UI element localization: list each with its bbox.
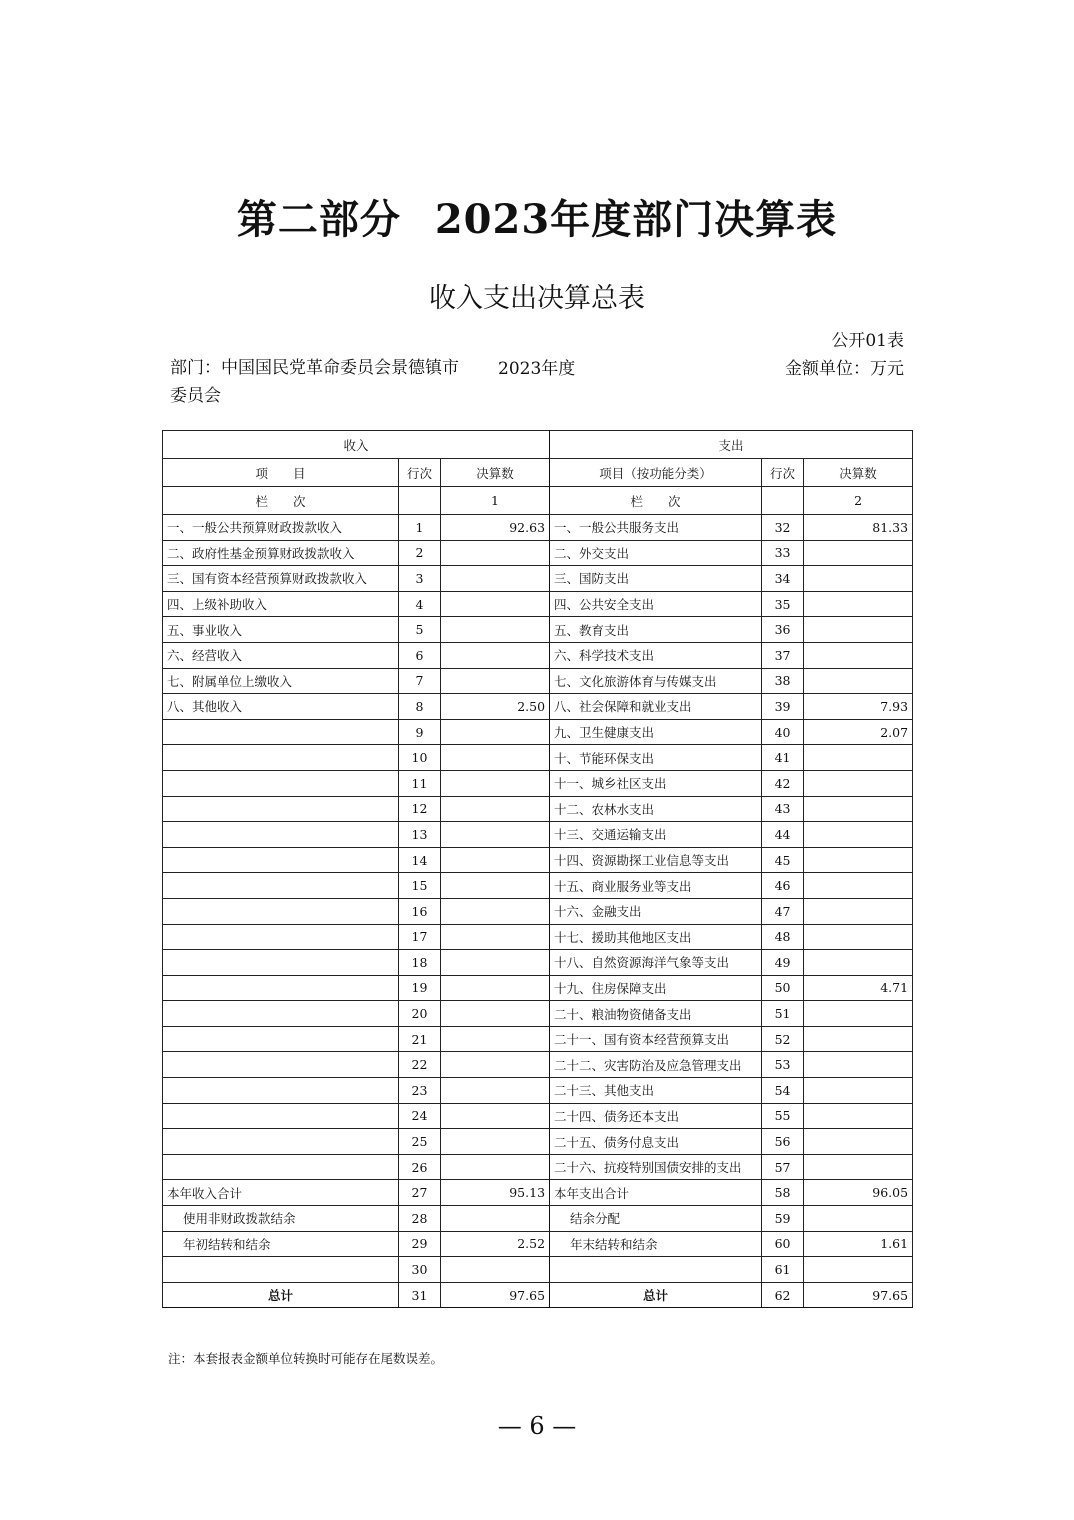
income-row-number: 18 xyxy=(399,950,441,976)
income-item: 七、附属单位上缴收入 xyxy=(163,668,399,694)
income-row-number: 26 xyxy=(399,1154,441,1180)
expense-column-index: 2 xyxy=(804,487,913,515)
expense-row-number: 58 xyxy=(762,1180,804,1206)
table-row xyxy=(163,873,913,899)
expense-amount-header: 决算数 xyxy=(804,459,913,487)
table-row xyxy=(163,1078,913,1104)
expense-row-number: 40 xyxy=(762,719,804,745)
income-column-blank xyxy=(399,487,441,515)
expense-item: 十一、城乡社区支出 xyxy=(550,770,762,796)
expense-amount xyxy=(804,1257,913,1283)
income-row-number: 7 xyxy=(399,668,441,694)
income-row-number: 5 xyxy=(399,617,441,643)
expense-amount xyxy=(804,1026,913,1052)
income-row-number: 17 xyxy=(399,924,441,950)
income-amount xyxy=(441,745,550,771)
income-amount xyxy=(441,975,550,1001)
table-row xyxy=(163,1206,913,1232)
income-amount xyxy=(441,770,550,796)
expense-header: 支出 xyxy=(550,431,913,459)
expense-amount xyxy=(804,898,913,924)
expense-amount xyxy=(804,1103,913,1129)
income-item: 使用非财政拨款结余 xyxy=(163,1206,399,1232)
expense-item: 八、社会保障和就业支出 xyxy=(550,694,762,720)
expense-row-number: 45 xyxy=(762,847,804,873)
total-row xyxy=(163,1282,913,1308)
income-item xyxy=(163,1001,399,1027)
expense-rowno-header: 行次 xyxy=(762,459,804,487)
table-row xyxy=(163,566,913,592)
expense-amount xyxy=(804,770,913,796)
expense-item: 十、节能环保支出 xyxy=(550,745,762,771)
expense-item: 六、科学技术支出 xyxy=(550,642,762,668)
income-row-number: 21 xyxy=(399,1026,441,1052)
income-amount xyxy=(441,1129,550,1155)
income-item: 本年收入合计 xyxy=(163,1180,399,1206)
table-row xyxy=(163,1257,913,1283)
income-row-number: 14 xyxy=(399,847,441,873)
table-row xyxy=(163,694,913,720)
income-amount xyxy=(441,1001,550,1027)
income-amount: 2.52 xyxy=(441,1231,550,1257)
income-row-number: 20 xyxy=(399,1001,441,1027)
expense-row-number: 38 xyxy=(762,668,804,694)
income-item xyxy=(163,975,399,1001)
expense-amount: 7.93 xyxy=(804,694,913,720)
income-item xyxy=(163,719,399,745)
expense-amount xyxy=(804,1052,913,1078)
income-row-number: 16 xyxy=(399,898,441,924)
income-row-number: 30 xyxy=(399,1257,441,1283)
income-row-number: 22 xyxy=(399,1052,441,1078)
expense-item: 三、国防支出 xyxy=(550,566,762,592)
expense-amount xyxy=(804,950,913,976)
income-amount-header: 决算数 xyxy=(441,459,550,487)
table-row xyxy=(163,745,913,771)
expense-item: 二十三、其他支出 xyxy=(550,1078,762,1104)
income-item: 二、政府性基金预算财政拨款收入 xyxy=(163,540,399,566)
table-row xyxy=(163,1103,913,1129)
income-item xyxy=(163,1026,399,1052)
income-row-number: 29 xyxy=(399,1231,441,1257)
income-row-number: 11 xyxy=(399,770,441,796)
expense-amount xyxy=(804,847,913,873)
expense-row-number: 52 xyxy=(762,1026,804,1052)
income-amount: 2.50 xyxy=(441,694,550,720)
table-row xyxy=(163,847,913,873)
expense-item: 结余分配 xyxy=(550,1206,762,1232)
expense-row-number: 34 xyxy=(762,566,804,592)
income-amount xyxy=(441,1026,550,1052)
expense-item: 十七、援助其他地区支出 xyxy=(550,924,762,950)
table-row xyxy=(163,1026,913,1052)
expense-item: 十八、自然资源海洋气象等支出 xyxy=(550,950,762,976)
income-row-number: 2 xyxy=(399,540,441,566)
income-amount xyxy=(441,566,550,592)
income-amount xyxy=(441,898,550,924)
income-item xyxy=(163,898,399,924)
expense-amount: 96.05 xyxy=(804,1180,913,1206)
income-item: 六、经营收入 xyxy=(163,642,399,668)
expense-item: 一、一般公共服务支出 xyxy=(550,515,762,541)
expense-amount: 81.33 xyxy=(804,515,913,541)
income-amount xyxy=(441,1154,550,1180)
income-amount xyxy=(441,1206,550,1232)
income-item: 总计 xyxy=(163,1282,399,1308)
expense-item: 二、外交支出 xyxy=(550,540,762,566)
income-amount xyxy=(441,873,550,899)
header-row-columns xyxy=(163,459,913,487)
income-amount xyxy=(441,847,550,873)
income-row-number: 28 xyxy=(399,1206,441,1232)
income-row-number: 4 xyxy=(399,591,441,617)
amount-unit: 金额单位：万元 xyxy=(785,359,904,379)
expense-item: 四、公共安全支出 xyxy=(550,591,762,617)
expense-amount xyxy=(804,642,913,668)
expense-amount xyxy=(804,924,913,950)
income-item xyxy=(163,796,399,822)
income-column-label: 栏 次 xyxy=(163,487,399,515)
header-row-sections xyxy=(163,431,913,459)
expense-item: 十二、农林水支出 xyxy=(550,796,762,822)
footnote: 注：本套报表金额单位转换时可能存在尾数误差。 xyxy=(168,1351,444,1366)
income-item xyxy=(163,822,399,848)
expense-row-number: 33 xyxy=(762,540,804,566)
income-amount xyxy=(441,668,550,694)
expense-amount xyxy=(804,668,913,694)
expense-amount: 2.07 xyxy=(804,719,913,745)
income-item xyxy=(163,745,399,771)
income-item xyxy=(163,1103,399,1129)
income-amount xyxy=(441,822,550,848)
expense-amount: 4.71 xyxy=(804,975,913,1001)
income-amount xyxy=(441,591,550,617)
expense-row-number: 36 xyxy=(762,617,804,643)
income-row-number: 6 xyxy=(399,642,441,668)
expense-amount xyxy=(804,1001,913,1027)
table-row xyxy=(163,1052,913,1078)
expense-item: 十五、商业服务业等支出 xyxy=(550,873,762,899)
table-row xyxy=(163,719,913,745)
income-amount xyxy=(441,1052,550,1078)
income-item-header: 项 目 xyxy=(163,459,399,487)
income-item xyxy=(163,770,399,796)
income-item xyxy=(163,924,399,950)
expense-item: 总计 xyxy=(550,1282,762,1308)
expense-amount xyxy=(804,822,913,848)
expense-row-number: 62 xyxy=(762,1282,804,1308)
expense-row-number: 46 xyxy=(762,873,804,899)
expense-item: 二十五、债务付息支出 xyxy=(550,1129,762,1155)
income-amount xyxy=(441,540,550,566)
income-amount xyxy=(441,617,550,643)
income-item: 三、国有资本经营预算财政拨款收入 xyxy=(163,566,399,592)
income-item xyxy=(163,1257,399,1283)
table-row xyxy=(163,1231,913,1257)
expense-amount xyxy=(804,591,913,617)
income-row-number: 1 xyxy=(399,515,441,541)
expense-amount xyxy=(804,566,913,592)
expense-item: 本年支出合计 xyxy=(550,1180,762,1206)
table-row xyxy=(163,515,913,541)
expense-column-label: 栏 次 xyxy=(550,487,762,515)
table-row xyxy=(163,1154,913,1180)
income-item: 一、一般公共预算财政拨款收入 xyxy=(163,515,399,541)
income-item: 五、事业收入 xyxy=(163,617,399,643)
expense-column-blank xyxy=(762,487,804,515)
income-amount xyxy=(441,924,550,950)
expense-item: 年末结转和结余 xyxy=(550,1231,762,1257)
income-amount xyxy=(441,796,550,822)
income-item xyxy=(163,1129,399,1155)
expense-amount xyxy=(804,540,913,566)
expense-amount xyxy=(804,1154,913,1180)
income-row-number: 10 xyxy=(399,745,441,771)
fiscal-year: 2023年度 xyxy=(498,359,576,379)
header-row-index xyxy=(163,487,913,515)
expense-row-number: 61 xyxy=(762,1257,804,1283)
expense-row-number: 56 xyxy=(762,1129,804,1155)
income-row-number: 23 xyxy=(399,1078,441,1104)
expense-item: 七、文化旅游体育与传媒支出 xyxy=(550,668,762,694)
table-row xyxy=(163,540,913,566)
table-row xyxy=(163,898,913,924)
income-rowno-header: 行次 xyxy=(399,459,441,487)
income-row-number: 13 xyxy=(399,822,441,848)
expense-row-number: 53 xyxy=(762,1052,804,1078)
expense-item: 五、教育支出 xyxy=(550,617,762,643)
income-amount xyxy=(441,642,550,668)
income-row-number: 19 xyxy=(399,975,441,1001)
income-amount xyxy=(441,1257,550,1283)
table-row xyxy=(163,822,913,848)
expense-item: 二十、粮油物资储备支出 xyxy=(550,1001,762,1027)
income-row-number: 27 xyxy=(399,1180,441,1206)
expense-row-number: 51 xyxy=(762,1001,804,1027)
expense-row-number: 57 xyxy=(762,1154,804,1180)
expense-amount xyxy=(804,745,913,771)
expense-amount: 97.65 xyxy=(804,1282,913,1308)
expense-row-number: 41 xyxy=(762,745,804,771)
income-row-number: 9 xyxy=(399,719,441,745)
expense-item: 九、卫生健康支出 xyxy=(550,719,762,745)
table-row xyxy=(163,975,913,1001)
table-row xyxy=(163,642,913,668)
income-row-number: 12 xyxy=(399,796,441,822)
income-amount xyxy=(441,1103,550,1129)
expense-amount xyxy=(804,617,913,643)
table-row xyxy=(163,617,913,643)
income-amount xyxy=(441,1078,550,1104)
expense-row-number: 50 xyxy=(762,975,804,1001)
table-row xyxy=(163,796,913,822)
part-title xyxy=(0,188,1074,245)
income-item xyxy=(163,1154,399,1180)
expense-item: 二十四、债务还本支出 xyxy=(550,1103,762,1129)
table-row xyxy=(163,1129,913,1155)
expense-row-number: 49 xyxy=(762,950,804,976)
income-row-number: 25 xyxy=(399,1129,441,1155)
expense-item: 十三、交通运输支出 xyxy=(550,822,762,848)
expense-row-number: 32 xyxy=(762,515,804,541)
part-title-label: 第二部分 xyxy=(236,196,401,243)
page-number: — 6 — xyxy=(497,1412,577,1440)
table-code: 公开01表 xyxy=(831,331,904,351)
expense-row-number: 43 xyxy=(762,796,804,822)
department-label: 部门：中国国民党革命委员会景德镇市委员会 xyxy=(170,358,459,406)
income-row-number: 15 xyxy=(399,873,441,899)
income-amount xyxy=(441,950,550,976)
expense-item: 十九、住房保障支出 xyxy=(550,975,762,1001)
expense-item xyxy=(550,1257,762,1283)
income-item xyxy=(163,1078,399,1104)
expense-row-number: 42 xyxy=(762,770,804,796)
part-title-year: 2023年度部门决算表 xyxy=(434,196,838,243)
table-row xyxy=(163,1001,913,1027)
expense-row-number: 54 xyxy=(762,1078,804,1104)
table-row xyxy=(163,591,913,617)
income-header: 收入 xyxy=(163,431,550,459)
expense-amount xyxy=(804,1206,913,1232)
expense-item: 二十二、灾害防治及应急管理支出 xyxy=(550,1052,762,1078)
income-item xyxy=(163,1052,399,1078)
income-amount xyxy=(441,719,550,745)
expense-row-number: 35 xyxy=(762,591,804,617)
expense-item: 二十一、国有资本经营预算支出 xyxy=(550,1026,762,1052)
income-amount: 92.63 xyxy=(441,515,550,541)
expense-item-header: 项目（按功能分类） xyxy=(550,459,762,487)
table-title: 收入支出决算总表 xyxy=(429,283,645,314)
income-item xyxy=(163,847,399,873)
table-row xyxy=(163,668,913,694)
expense-amount xyxy=(804,796,913,822)
income-row-number: 3 xyxy=(399,566,441,592)
table-row xyxy=(163,770,913,796)
expense-amount xyxy=(804,1129,913,1155)
income-item: 八、其他收入 xyxy=(163,694,399,720)
expense-item: 十六、金融支出 xyxy=(550,898,762,924)
expense-item: 二十六、抗疫特别国债安排的支出 xyxy=(550,1154,762,1180)
table-row xyxy=(163,1180,913,1206)
income-amount: 95.13 xyxy=(441,1180,550,1206)
expense-item: 十四、资源勘探工业信息等支出 xyxy=(550,847,762,873)
expense-row-number: 59 xyxy=(762,1206,804,1232)
expense-amount: 1.61 xyxy=(804,1231,913,1257)
income-amount: 97.65 xyxy=(441,1282,550,1308)
income-item xyxy=(163,950,399,976)
table-row xyxy=(163,924,913,950)
expense-row-number: 47 xyxy=(762,898,804,924)
expense-row-number: 39 xyxy=(762,694,804,720)
table-row xyxy=(163,950,913,976)
expense-row-number: 48 xyxy=(762,924,804,950)
income-row-number: 31 xyxy=(399,1282,441,1308)
income-row-number: 24 xyxy=(399,1103,441,1129)
income-item xyxy=(163,873,399,899)
expense-amount xyxy=(804,873,913,899)
expense-row-number: 55 xyxy=(762,1103,804,1129)
income-item: 四、上级补助收入 xyxy=(163,591,399,617)
expense-row-number: 60 xyxy=(762,1231,804,1257)
income-column-index: 1 xyxy=(441,487,550,515)
expense-row-number: 37 xyxy=(762,642,804,668)
income-row-number: 8 xyxy=(399,694,441,720)
expense-row-number: 44 xyxy=(762,822,804,848)
expense-amount xyxy=(804,1078,913,1104)
income-item: 年初结转和结余 xyxy=(163,1231,399,1257)
income-expense-table xyxy=(162,430,913,1308)
